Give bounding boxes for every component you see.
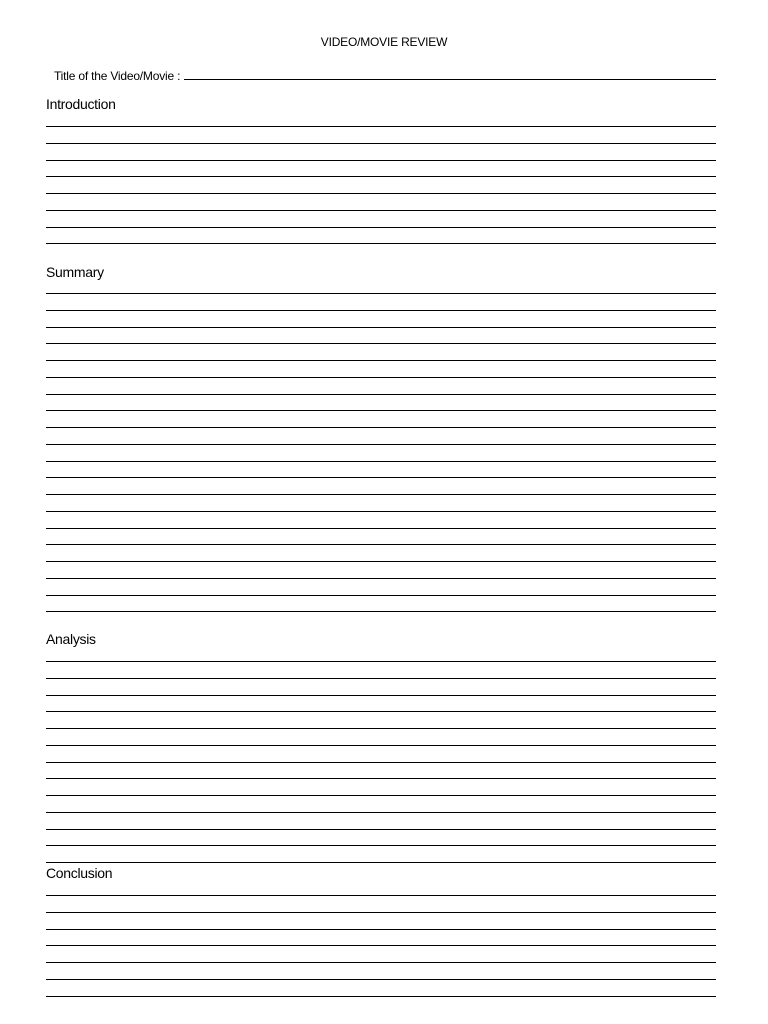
section-heading-analysis: Analysis xyxy=(46,631,96,647)
writing-line[interactable] xyxy=(46,394,716,395)
writing-line[interactable] xyxy=(46,945,716,946)
writing-line[interactable] xyxy=(46,812,716,813)
writing-line[interactable] xyxy=(46,561,716,562)
writing-line[interactable] xyxy=(46,611,716,612)
writing-line[interactable] xyxy=(46,728,716,729)
writing-line[interactable] xyxy=(46,711,716,712)
writing-line[interactable] xyxy=(46,126,716,127)
writing-line[interactable] xyxy=(46,143,716,144)
writing-line[interactable] xyxy=(46,360,716,361)
writing-line[interactable] xyxy=(46,327,716,328)
writing-line[interactable] xyxy=(46,293,716,294)
writing-line[interactable] xyxy=(46,962,716,963)
writing-line[interactable] xyxy=(46,210,716,211)
writing-line[interactable] xyxy=(46,444,716,445)
writing-line[interactable] xyxy=(46,762,716,763)
writing-line[interactable] xyxy=(46,461,716,462)
writing-line[interactable] xyxy=(46,528,716,529)
title-field-line[interactable] xyxy=(184,78,716,80)
writing-line[interactable] xyxy=(46,160,716,161)
writing-line[interactable] xyxy=(46,979,716,980)
section-heading-summary: Summary xyxy=(46,264,104,280)
writing-line[interactable] xyxy=(46,795,716,796)
writing-line[interactable] xyxy=(46,745,716,746)
writing-line[interactable] xyxy=(46,678,716,679)
writing-line[interactable] xyxy=(46,929,716,930)
writing-line[interactable] xyxy=(46,477,716,478)
writing-line[interactable] xyxy=(46,695,716,696)
writing-line[interactable] xyxy=(46,544,716,545)
writing-line[interactable] xyxy=(46,912,716,913)
writing-line[interactable] xyxy=(46,377,716,378)
writing-line[interactable] xyxy=(46,996,716,997)
writing-line[interactable] xyxy=(46,862,716,863)
writing-line[interactable] xyxy=(46,578,716,579)
writing-line[interactable] xyxy=(46,227,716,228)
writing-line[interactable] xyxy=(46,243,716,244)
title-field-label: Title of the Video/Movie : xyxy=(54,69,181,83)
writing-line[interactable] xyxy=(46,595,716,596)
writing-line[interactable] xyxy=(46,511,716,512)
writing-line[interactable] xyxy=(46,494,716,495)
writing-line[interactable] xyxy=(46,845,716,846)
writing-line[interactable] xyxy=(46,310,716,311)
writing-line[interactable] xyxy=(46,410,716,411)
writing-line[interactable] xyxy=(46,778,716,779)
writing-line[interactable] xyxy=(46,829,716,830)
section-heading-conclusion: Conclusion xyxy=(46,865,113,881)
writing-line[interactable] xyxy=(46,193,716,194)
writing-line[interactable] xyxy=(46,895,716,896)
writing-line[interactable] xyxy=(46,661,716,662)
writing-line[interactable] xyxy=(46,427,716,428)
title-field-row xyxy=(54,66,716,82)
writing-line[interactable] xyxy=(46,343,716,344)
page-title: VIDEO/MOVIE REVIEW xyxy=(320,35,448,49)
section-heading-introduction: Introduction xyxy=(46,96,116,112)
writing-line[interactable] xyxy=(46,176,716,177)
